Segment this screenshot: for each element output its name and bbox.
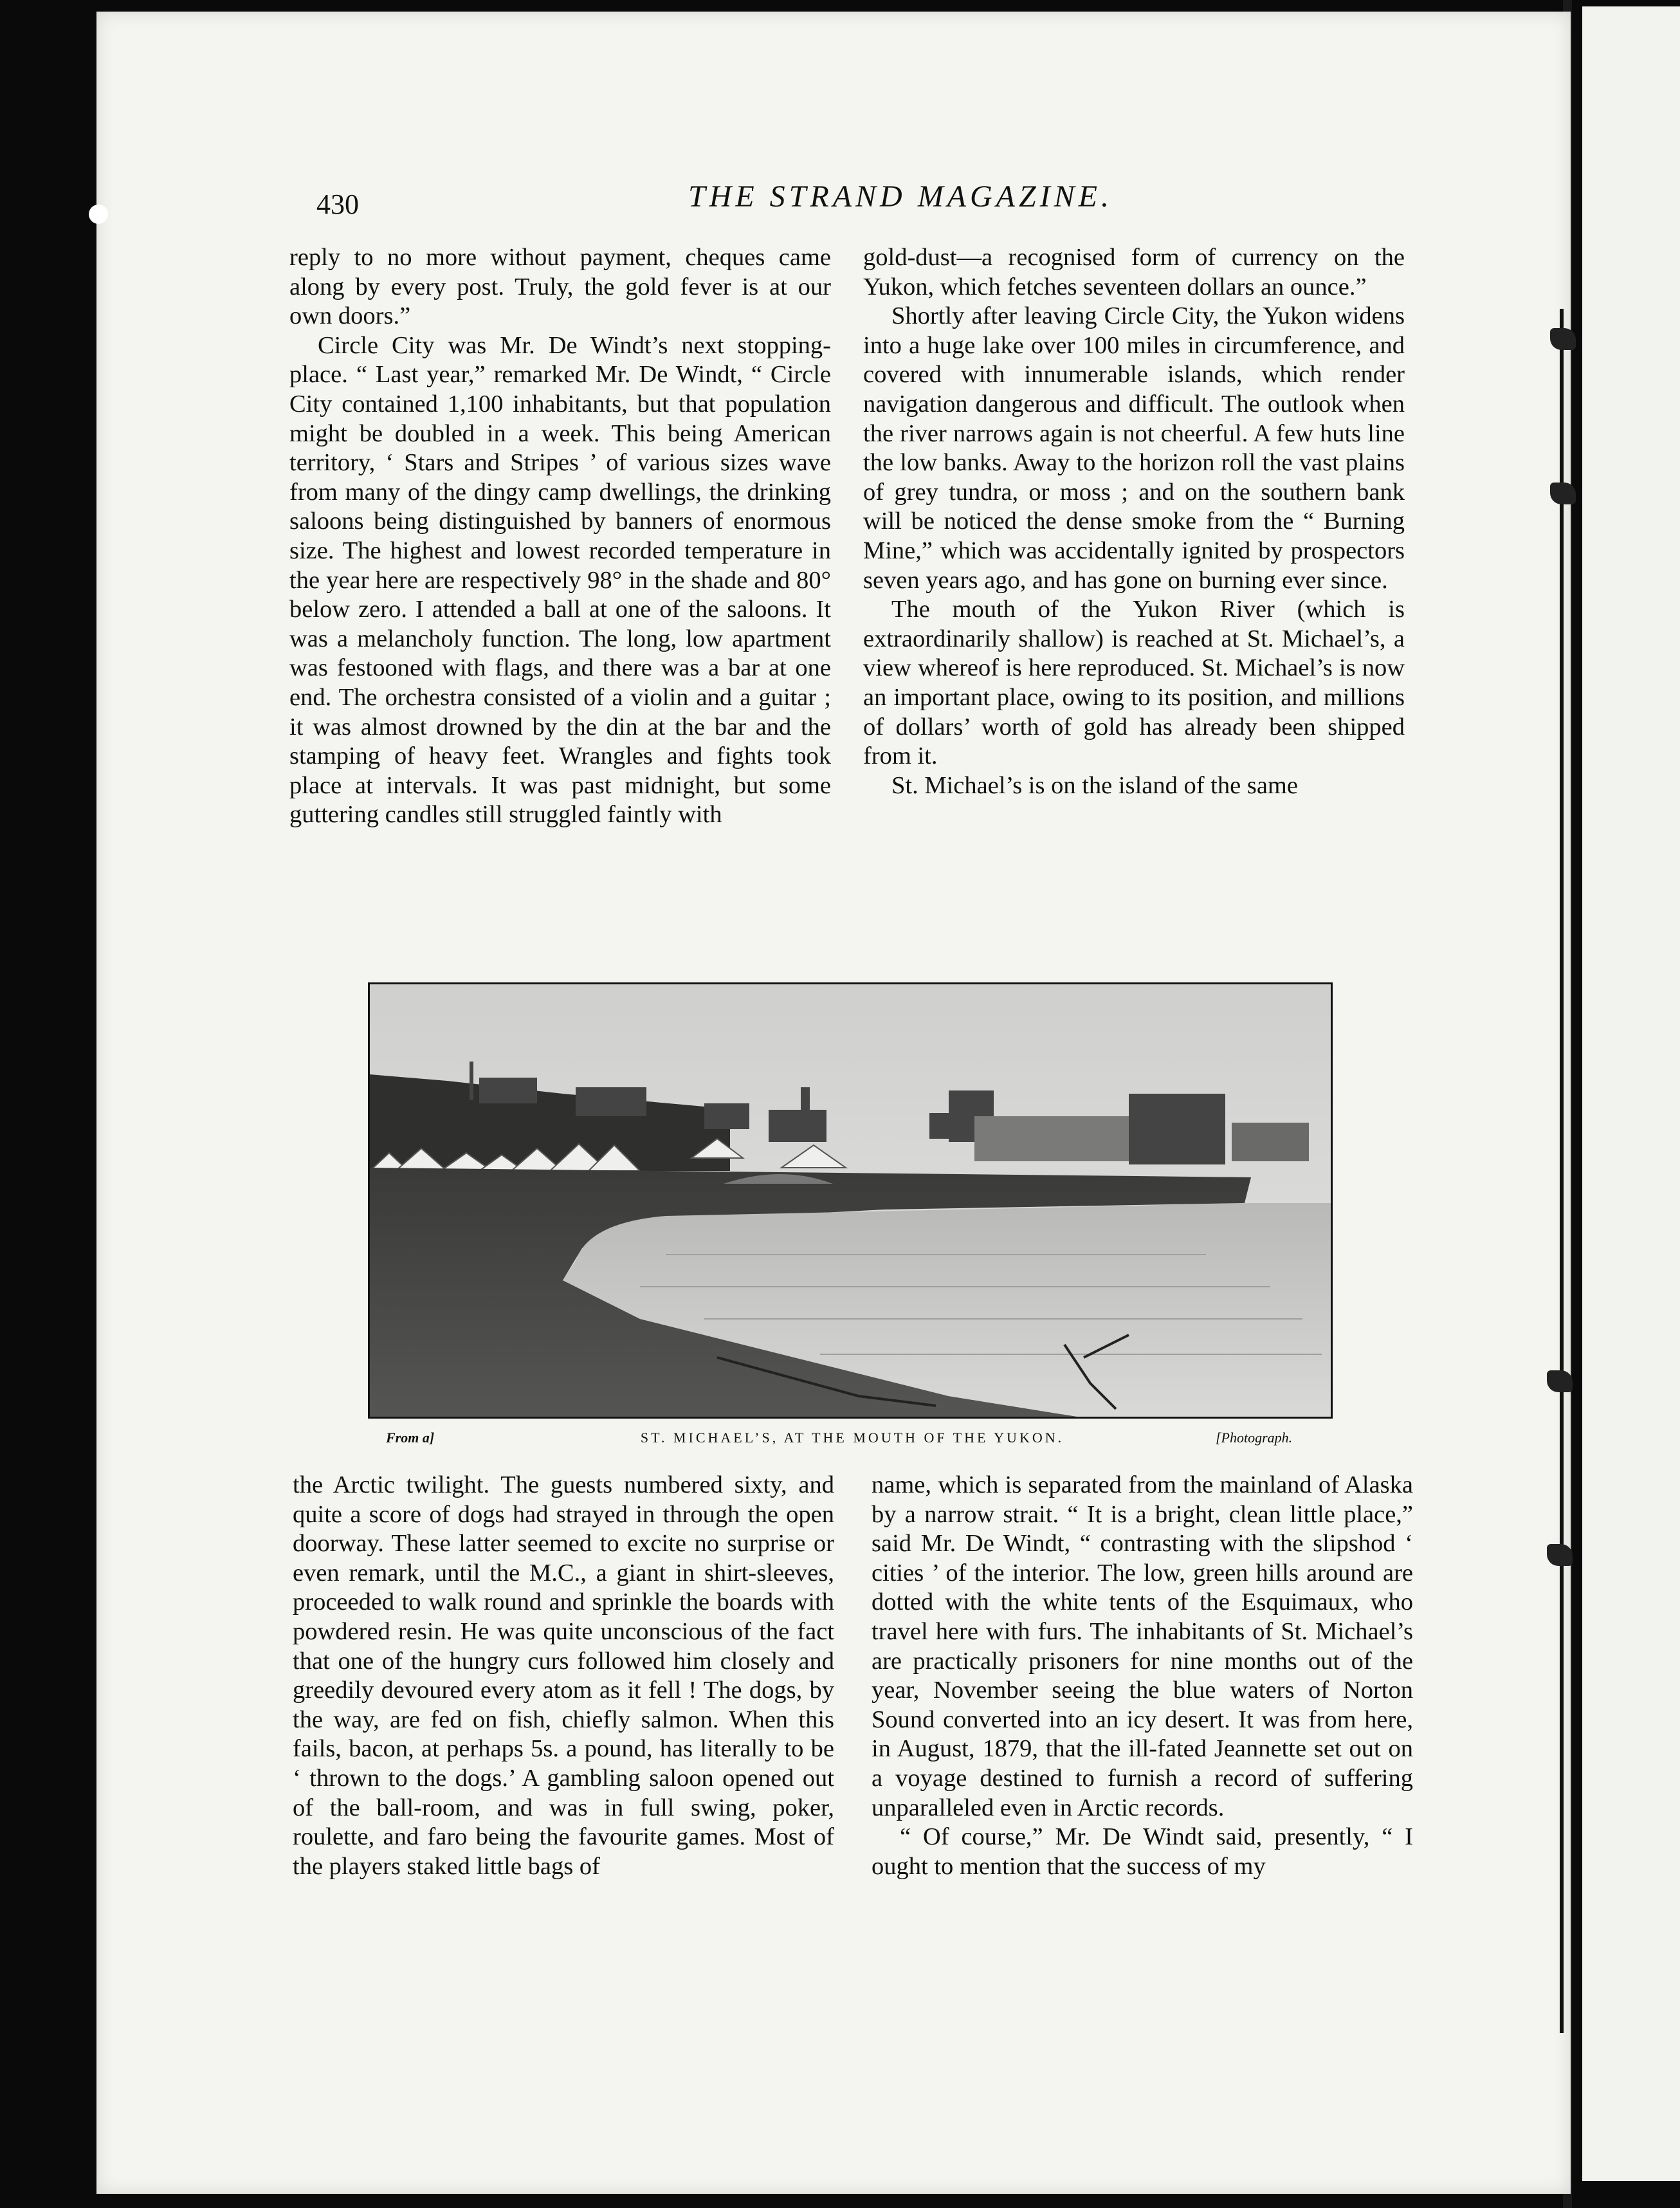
- figure-caption: ST. MICHAEL’S, AT THE MOUTH OF THE YUKON.: [640, 1430, 1064, 1446]
- figure-credit-prefix: From a]: [386, 1430, 435, 1446]
- figure-credit-suffix: [Photograph.: [1216, 1430, 1293, 1446]
- photograph-illustration: [370, 984, 1331, 1417]
- binding-stitch: [1547, 1370, 1573, 1392]
- paragraph: reply to no more without payment, cheques came along by every post. Truly, the gold fever is at our own doors.”: [289, 244, 831, 330]
- paragraph: name, which is separated from the mainland of Alaska by a narrow strait. “ It is a bright, clean little place,” said Mr. De Windt, “ contrasting with the slipshod ‘ cities ’ of the interior. The low, green hills around are dotted with the white tents of the Esquimaux, who travel here with furs. The inhabitants of St. Michael’s are practically prisoners for nine months out of the year, November seeing the blue waters of Norton Sound converted into an icy desert. It was from here, in August, 1879, that the ill-fated Jeannette set out on a voyage destined to furnish a record of suffering unparalleled even in Arctic records.: [872, 1471, 1413, 1821]
- column-left-bottom: [293, 1471, 834, 1881]
- paragraph: Shortly after leaving Circle City, the Yukon widens into a huge lake over 100 miles in circumference, and covered with innumerable islands, which render navigation dangerous and difficult. The outlook when the river narrows again is not cheerful. A few huts line the low banks. Away to the horizon roll the vast plains of grey tundra, or moss ; and on the southern bank will be noticed the dense smoke from the “ Burning Mine,” which was accidentally ignited by prospectors seven years ago, and has gone on burning ever since.: [863, 302, 1405, 594]
- page-number: 430: [316, 189, 359, 220]
- binding-stitch: [1547, 1544, 1573, 1566]
- paragraph: “ Of course,” Mr. De Windt said, presently, “ I ought to mention that the success of my: [872, 1823, 1413, 1880]
- paragraph: St. Michael’s is on the island of the same: [891, 771, 1298, 799]
- paragraph: The mouth of the Yukon River (which is extraordinarily shallow) is reached at St. Michael’s, a view whereof is here reproduced. St. Michael’s is now an important place, owing to its position, and millions of dollars’ worth of gold has already been shipped from it.: [863, 596, 1405, 770]
- column-left-top: [289, 243, 831, 830]
- binding-stitch: [1550, 328, 1576, 350]
- paragraph: gold-dust—a recognised form of currency on the Yukon, which fetches seventeen dollars an ounce.”: [863, 244, 1405, 300]
- paragraph: the Arctic twilight. The guests numbered sixty, and quite a score of dogs had strayed in through the open doorway. These latter seemed to excite no surprise or even remark, until the M.C., a giant in shirt-sleeves, proceeded to walk round and sprinkle the boards with powdered resin. He was quite unconscious of the fact that one of the hungry curs followed him closely and greedily devoured every atom as it fell ! The dogs, by the way, are fed on fish, chiefly salmon. When this fails, bacon, at perhaps 5s. a pound, has literally to be ‘ thrown to the dogs.’ A gambling saloon opened out of the ball-room, and was in full swing, poker, roulette, and faro being the favourite games. Most of the players staked little bags of: [293, 1471, 834, 1880]
- photograph-st-michaels: [368, 982, 1333, 1419]
- binding-spine: [1560, 309, 1564, 2033]
- running-head: THE STRAND MAGAZINE.: [688, 179, 1113, 214]
- column-right-top: [863, 243, 1405, 800]
- adjacent-page-edge: [1582, 6, 1680, 2181]
- paragraph: Circle City was Mr. De Windt’s next stopping-place. “ Last year,” remarked Mr. De Windt, “ Circle City contained 1,100 inhabitants, but that population might be doubled in a week. This being American territory, ‘ Stars and Stripes ’ of various sizes wave from many of the dingy camp dwellings, the drinking saloons being distinguished by banners of enormous size. The highest and lowest recorded temperature in the year here are respectively 98° in the shade and 80° below zero. I attended a ball at one of the saloons. It was a melancholy function. The long, low apartment was festooned with flags, and there was a bar at one end. The orchestra consisted of a violin and a guitar ; it was almost drowned by the din at the bar and the stamping of heavy feet. Wrangles and fights took place at intervals. It was past midnight, but some guttering candles still struggled faintly with: [289, 331, 831, 829]
- page-smudge: [89, 205, 108, 224]
- column-right-bottom: [872, 1471, 1413, 1881]
- binding-stitch: [1550, 483, 1576, 504]
